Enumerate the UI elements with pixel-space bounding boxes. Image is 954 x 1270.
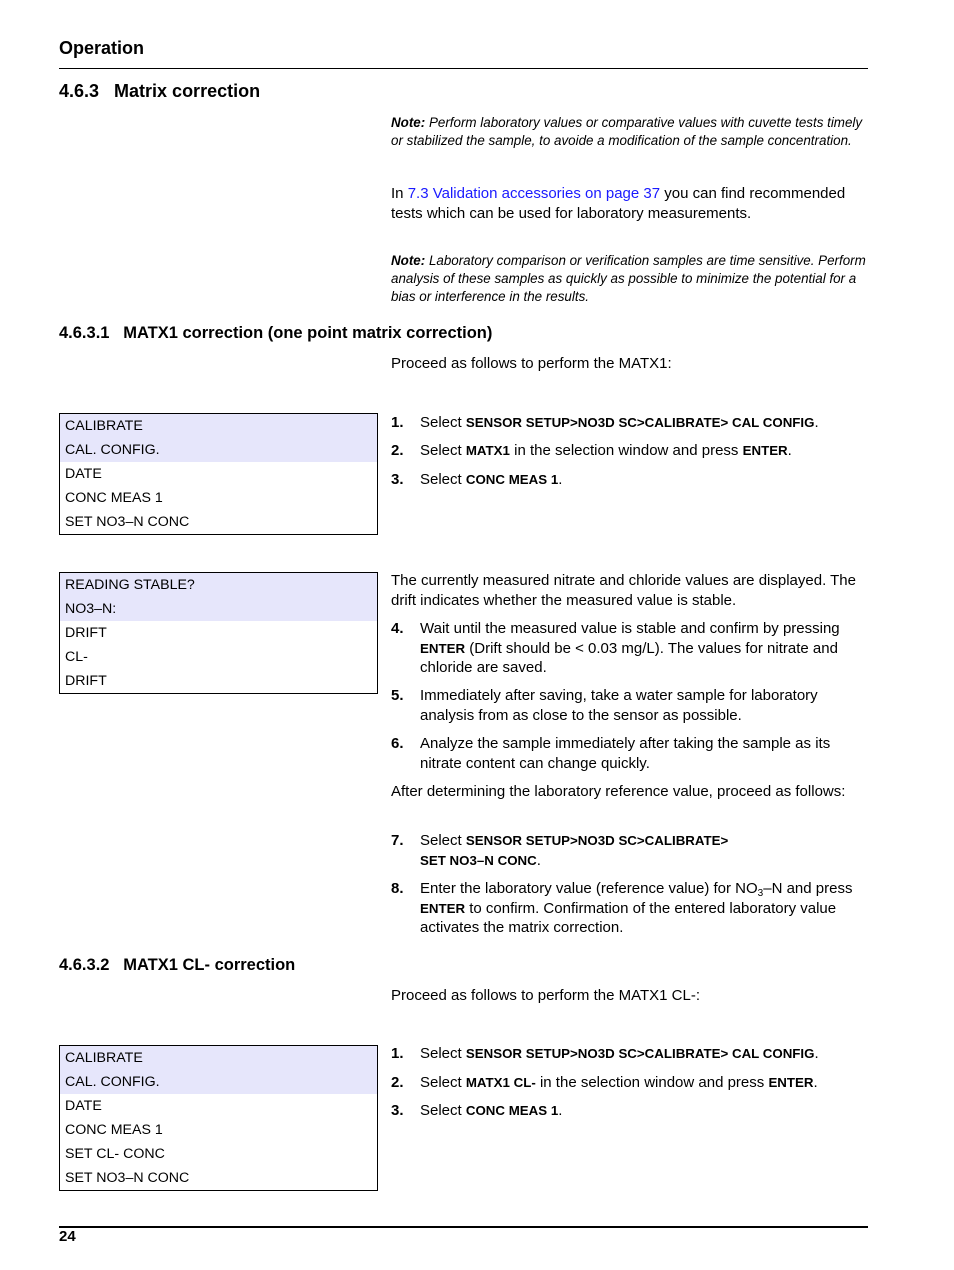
step-text: Enter the laboratory value (reference value) for NO (420, 880, 758, 897)
key-enter: ENTER (420, 900, 466, 916)
step-text: –N and press (763, 880, 853, 897)
step-text: in the selection window and press (535, 1074, 769, 1091)
step-text: Select (420, 1102, 466, 1119)
note-label: Note: (391, 115, 426, 130)
step-6 (391, 734, 867, 773)
menu-line: SET NO3–N CONC (65, 514, 190, 530)
step-number: 1. (391, 1045, 404, 1062)
step-number: 2. (391, 442, 404, 459)
footer-rule (59, 1226, 868, 1228)
menu-option: CONC MEAS 1 (465, 472, 559, 487)
menu-line: CALIBRATE (60, 1046, 377, 1070)
menu-option: MATX1 (465, 443, 510, 458)
subscript: 3 (757, 888, 764, 899)
menu-path: SENSOR SETUP>NO3D SC>CALIBRATE> CAL CONFIG (465, 415, 815, 430)
menu-line: SET NO3–N CONC (65, 1170, 190, 1186)
step-text: . (536, 851, 541, 869)
menu-line: DRIFT (65, 673, 107, 689)
section-heading-4-6-3-1: 4.6.3.1 MATX1 correction (one point matrix correction) (59, 324, 493, 342)
step-text: in the selection window and press (509, 442, 743, 459)
menu-path: SENSOR SETUP>NO3D SC>CALIBRATE> (465, 833, 729, 848)
menu-option: CONC MEAS 1 (465, 1103, 559, 1118)
link-validation-accessories[interactable]: 7.3 Validation accessories on page 37 (407, 185, 661, 202)
header-rule (59, 68, 868, 69)
key-enter: ENTER (742, 443, 788, 458)
menu-option: SET NO3–N CONC (420, 852, 537, 868)
step-number: 6. (391, 735, 404, 752)
step-text: Select (420, 1045, 466, 1062)
step-text: . (558, 1102, 563, 1119)
para-text-post: you can find recommended tests which can be used for laboratory measurements. (391, 185, 846, 222)
step-text: . (814, 414, 819, 431)
step-text: (Drift should be < 0.03 mg/L). The values for nitrate and chloride are saved. (420, 639, 838, 676)
step-number: 4. (391, 620, 404, 637)
step-1-cl (391, 1044, 867, 1064)
paragraph-displayed-values: The currently measured nitrate and chloride values are displayed. The drift indicates whether the measured value is stable. (391, 572, 856, 609)
step-3-cl (391, 1101, 867, 1121)
intro-matx1: Proceed as follows to perform the MATX1: (391, 355, 672, 372)
step-text: Select (420, 442, 466, 459)
menu-path: SENSOR SETUP>NO3D SC>CALIBRATE> CAL CONFIG (465, 1046, 815, 1061)
paragraph-validation (391, 184, 867, 223)
menu-line: DRIFT (65, 625, 107, 641)
step-8 (391, 879, 867, 938)
step-2-cl (391, 1073, 867, 1093)
note-2 (391, 252, 867, 305)
menu-line: CL- (65, 649, 88, 665)
step-text: Select (420, 414, 466, 431)
step-text: . (787, 442, 792, 459)
key-enter: ENTER (768, 1075, 814, 1090)
menu-line: CONC MEAS 1 (65, 490, 163, 506)
menu-line: CALIBRATE (60, 414, 377, 438)
menu-line: DATE (65, 1098, 102, 1114)
step-number: 1. (391, 414, 404, 431)
step-3 (391, 470, 867, 490)
step-5 (391, 686, 867, 725)
step-number: 7. (391, 832, 404, 849)
step-text: Analyze the sample immediately after taking the sample as its nitrate content can change quickly. (420, 735, 831, 772)
menu-line: CAL. CONFIG. (60, 438, 377, 462)
step-7 (391, 831, 867, 870)
section-heading-4-6-3-2: 4.6.3.2 MATX1 CL- correction (59, 956, 296, 974)
step-text: . (814, 1045, 819, 1062)
running-header: Operation (59, 38, 145, 58)
section-heading-4-6-3: 4.6.3 Matrix correction (59, 81, 261, 101)
step-text: . (813, 1074, 818, 1091)
step-number: 8. (391, 880, 404, 897)
step-text: Select (420, 1074, 466, 1091)
step-4 (391, 619, 867, 678)
menu-option: MATX1 CL- (465, 1075, 536, 1090)
menu-line: SET CL- CONC (65, 1146, 165, 1162)
step-2 (391, 441, 867, 461)
menu-line: DATE (65, 466, 102, 482)
para-text-pre: In (391, 185, 408, 202)
step-text: Select (420, 832, 466, 849)
intro-matx1-cl: Proceed as follows to perform the MATX1 CL-: (391, 987, 701, 1004)
menu-line: READING STABLE? (60, 573, 377, 597)
note-1 (391, 114, 867, 150)
step-1 (391, 413, 867, 433)
step-number: 2. (391, 1074, 404, 1091)
step-text: Immediately after saving, take a water sample for laboratory analysis from as close to the sensor as possible. (420, 687, 818, 724)
note-text: Perform laboratory values or comparative values with cuvette tests timely or stabilized the sample, to avoide a modification of the sample concentration. (391, 115, 863, 148)
display-menu-calibrate (59, 413, 378, 535)
step-text: Wait until the measured value is stable and confirm by pressing (420, 620, 840, 637)
menu-line: CAL. CONFIG. (60, 1070, 377, 1094)
step-number: 3. (391, 1102, 404, 1119)
menu-line: NO3–N: (60, 597, 377, 621)
menu-line: CONC MEAS 1 (65, 1122, 163, 1138)
page-number: 24 (59, 1228, 76, 1245)
step-text: to confirm. Confirmation of the entered laboratory value activates the matrix correction. (420, 899, 837, 936)
display-reading-stable (59, 572, 378, 694)
paragraph-after-lab: After determining the laboratory reference value, proceed as follows: (391, 783, 846, 800)
key-enter: ENTER (420, 640, 466, 656)
step-number: 5. (391, 687, 404, 704)
step-text: . (558, 471, 563, 488)
step-number: 3. (391, 471, 404, 488)
note-label: Note: (391, 253, 426, 268)
display-menu-calibrate-cl (59, 1045, 378, 1191)
step-text: Select (420, 471, 466, 488)
note-text: Laboratory comparison or verification samples are time sensitive. Perform analysis of these samples as quickly as possible to minimize the potential for a bias or interference in the results. (391, 253, 866, 304)
